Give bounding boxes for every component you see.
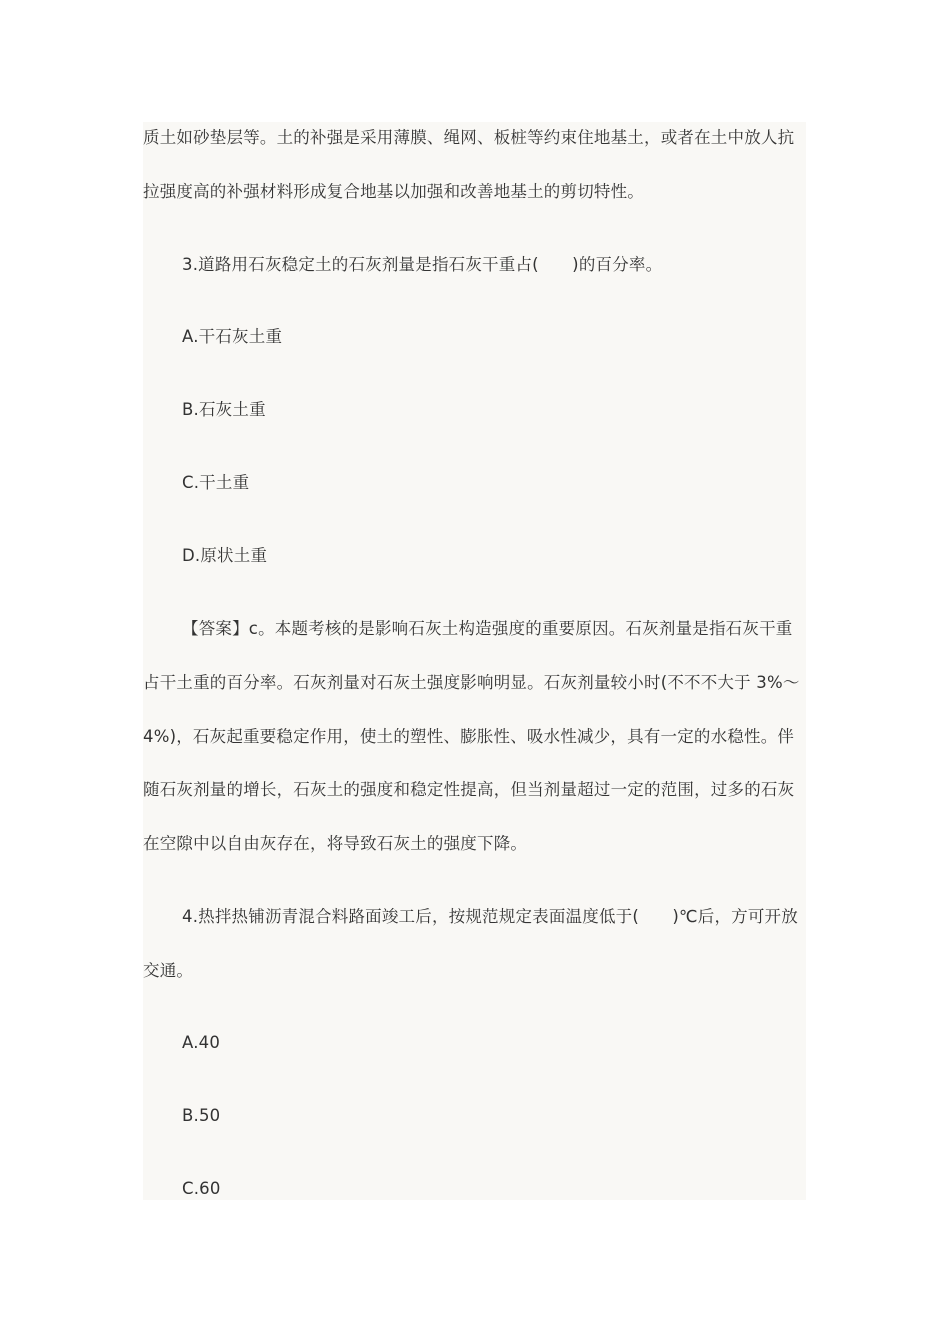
question-4-option-b: B.50 — [182, 1106, 221, 1125]
document-page — [143, 122, 806, 1200]
intro-text-line-2: 拉强度高的补强材料形成复合地基以加强和改善地基土的剪切特性。 — [143, 182, 644, 201]
question-3-answer-line-1: 【答案】c。本题考核的是影响石灰土构造强度的重要原因。石灰剂量是指石灰干重 — [182, 619, 793, 638]
question-3-answer-line-2: 占干土重的百分率。石灰剂量对石灰土强度影响明显。石灰剂量较小时(不不不大于 3%～ — [143, 673, 800, 692]
question-3-option-a: A.干石灰土重 — [182, 327, 283, 346]
question-3-option-c: C.干土重 — [182, 473, 250, 492]
question-4-option-c: C.60 — [182, 1179, 221, 1198]
question-4-stem-line-1: 4.热拌热铺沥青混合料路面竣工后，按规范规定表面温度低于( )℃后，方可开放 — [182, 907, 798, 926]
intro-text-line-1: 质土如砂垫层等。土的补强是采用薄膜、绳网、板桩等约束住地基土，或者在土中放人抗 — [143, 128, 795, 147]
question-3-answer-line-3: 4%)，石灰起重要稳定作用，使土的塑性、膨胀性、吸水性减少，具有一定的水稳性。伴 — [143, 727, 795, 746]
question-3-option-b: B.石灰土重 — [182, 400, 266, 419]
question-4-stem-line-2: 交通。 — [143, 961, 194, 980]
question-3-answer-line-5: 在空隙中以自由灰存在，将导致石灰土的强度下降。 — [143, 834, 528, 853]
question-3-stem: 3.道路用石灰稳定土的石灰剂量是指石灰干重占( )的百分率。 — [182, 255, 663, 274]
question-3-option-d: D.原状土重 — [182, 546, 268, 565]
question-3-answer-line-4: 随石灰剂量的增长，石灰土的强度和稳定性提高，但当剂量超过一定的范围，过多的石灰 — [143, 780, 795, 799]
question-4-option-a: A.40 — [182, 1033, 221, 1052]
